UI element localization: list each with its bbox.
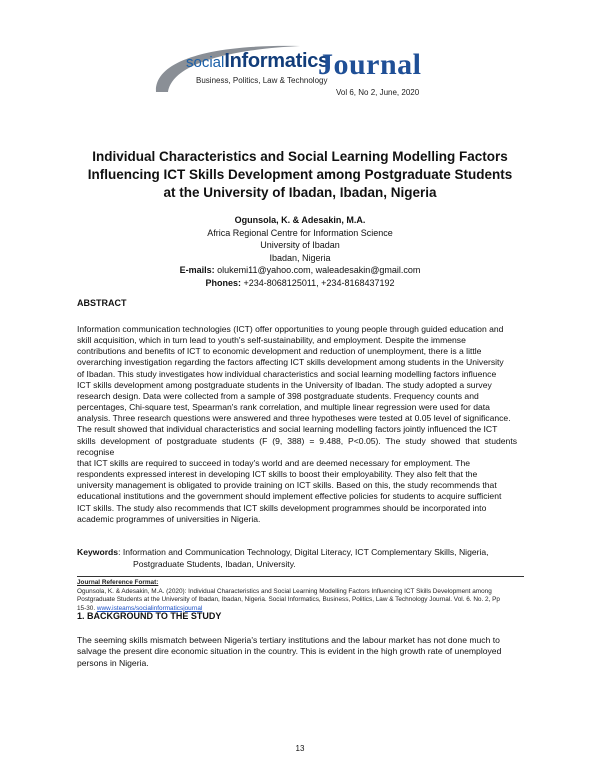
abstract-line: that ICT skills are required to succeed in today's world and are deemed necessary for employment. The <box>77 457 471 468</box>
abstract-line: contributions and benefits of ICT to economic development and reduction of unemployment, there is a little <box>77 346 482 357</box>
abstract-line: respondents expressed interest in developing ICT skills to boost their employability. They also felt that the <box>77 469 478 480</box>
reference-line: Postgraduate Students at the University of Ibadan, Ibadan, Nigeria. Social Informatics, Business, Politics, Law & Technology Journal. Vol. 6. No. 2, Pp <box>77 596 500 604</box>
paper-title <box>60 148 540 202</box>
page-number: 13 <box>295 744 305 753</box>
abstract-line: of Ibadan. This study investigates how individual characteristics and social learning modelling factors influence <box>77 368 497 379</box>
emails-label: E-mails: <box>179 265 215 276</box>
abstract-line: ICT skills. The study also recommends that ICT skills development programmes should be incorporated into <box>77 502 487 513</box>
body-line: The seeming skills mismatch between Nigeria's tertiary institutions and the labour market has not done much to <box>77 635 500 645</box>
keywords-line: : Information and Communication Technology, Digital Literacy, ICT Complementary Skills, Nigeria, <box>118 547 489 557</box>
abstract-heading: ABSTRACT <box>77 298 127 308</box>
keywords-line: Postgraduate Students, Ibadan, University. <box>133 558 296 569</box>
journal-link[interactable]: www.isteams/socialinformaticsjournal <box>96 604 203 612</box>
abstract-line: educational institutions and the government should implement effective policies for students to acquire sufficient <box>77 491 502 502</box>
affiliation-line: University of Ibadan <box>260 240 340 251</box>
keywords-label: Keywords <box>77 547 119 557</box>
journal-wordmark: Journal <box>318 48 422 81</box>
title-line: at the University of Ibadan, Ibadan, Nigeria <box>163 185 437 200</box>
keywords-block <box>77 547 525 570</box>
abstract-line: percentages, Chi-square test, Spearman's rank correlation, and multiple linear regression were used for data <box>77 402 490 413</box>
title-line: Individual Characteristics and Social Learning Modelling Factors <box>92 149 508 164</box>
author-block <box>60 214 540 290</box>
body-line: persons in Nigeria. <box>77 657 149 668</box>
abstract-line: academic programmes of universities in Nigeria. <box>77 513 261 524</box>
affiliation-line: Ibadan, Nigeria <box>269 252 331 263</box>
abstract-line: The result showed that individual characteristics and social learning modelling factors jointly influenced the ICT <box>77 424 498 435</box>
section-body <box>77 635 525 669</box>
emails-value: olukemi11@yahoo.com, waleadesakin@gmail.com <box>217 265 421 276</box>
reference-heading: Journal Reference Format: <box>77 579 159 586</box>
author-names: Ogunsola, K. & Adesakin, M.A. <box>234 215 366 225</box>
title-line: Influencing ICT Skills Development among Postgraduate Students <box>87 167 513 182</box>
abstract-line: ICT skills development among postgraduate students in the University of Ibadan. The study adopted a survey <box>77 379 492 390</box>
reference-line: Ogunsola, K. & Adesakin, M.A. (2020): Individual Characteristics and Social Learning Modelling Factors Influencing ICT Skills Development among <box>77 587 492 595</box>
abstract-line: research design. Data were collected from a sample of 398 postgraduate students. Frequency counts and <box>77 390 479 401</box>
abstract-line: Information communication technologies (ICT) offer opportunities to young people through guided education and <box>77 324 504 334</box>
volume-line: Vol 6, No 2, June, 2020 <box>336 88 420 97</box>
phones-value: +234-8068125011, +234-8168437192 <box>243 277 395 288</box>
emails-line <box>60 264 540 277</box>
abstract-line: overarching investigation regarding the factors affecting ICT skills development among students in the University <box>77 357 504 368</box>
phones-line <box>60 277 540 290</box>
brand-subtitle: Business, Politics, Law & Technology <box>196 76 328 85</box>
brand-main: Informatics <box>224 50 329 72</box>
affiliation-line: Africa Regional Centre for Information Science <box>207 227 393 238</box>
brand-prefix: social <box>186 54 225 71</box>
phones-label: Phones: <box>205 277 241 288</box>
abstract-line: skill acquisition, which in turn lead to youth's self-sustainability, and employment. Despite the immense <box>77 335 466 346</box>
body-line: salvage the present dire economic situation in the country. This is evident in the high growth rate of unemployed <box>77 646 502 657</box>
section-heading: 1. BACKGROUND TO THE STUDY <box>77 611 222 621</box>
abstract-line: skills development of postgraduate students (F (9, 388) = 9.488, P<0.05). The study showed that students recognise <box>77 435 517 457</box>
reference-pages: 15-30. <box>77 604 97 612</box>
abstract-line: university management is obligated to provide training on ICT skills. Based on this, the study recommends that <box>77 480 497 491</box>
abstract-line: analysis. Three research questions were answered and three hypotheses were tested at 0.05 level of significance. <box>77 413 511 424</box>
brand-logo <box>186 50 329 73</box>
abstract-body <box>77 324 517 525</box>
journal-reference-box <box>77 576 524 613</box>
